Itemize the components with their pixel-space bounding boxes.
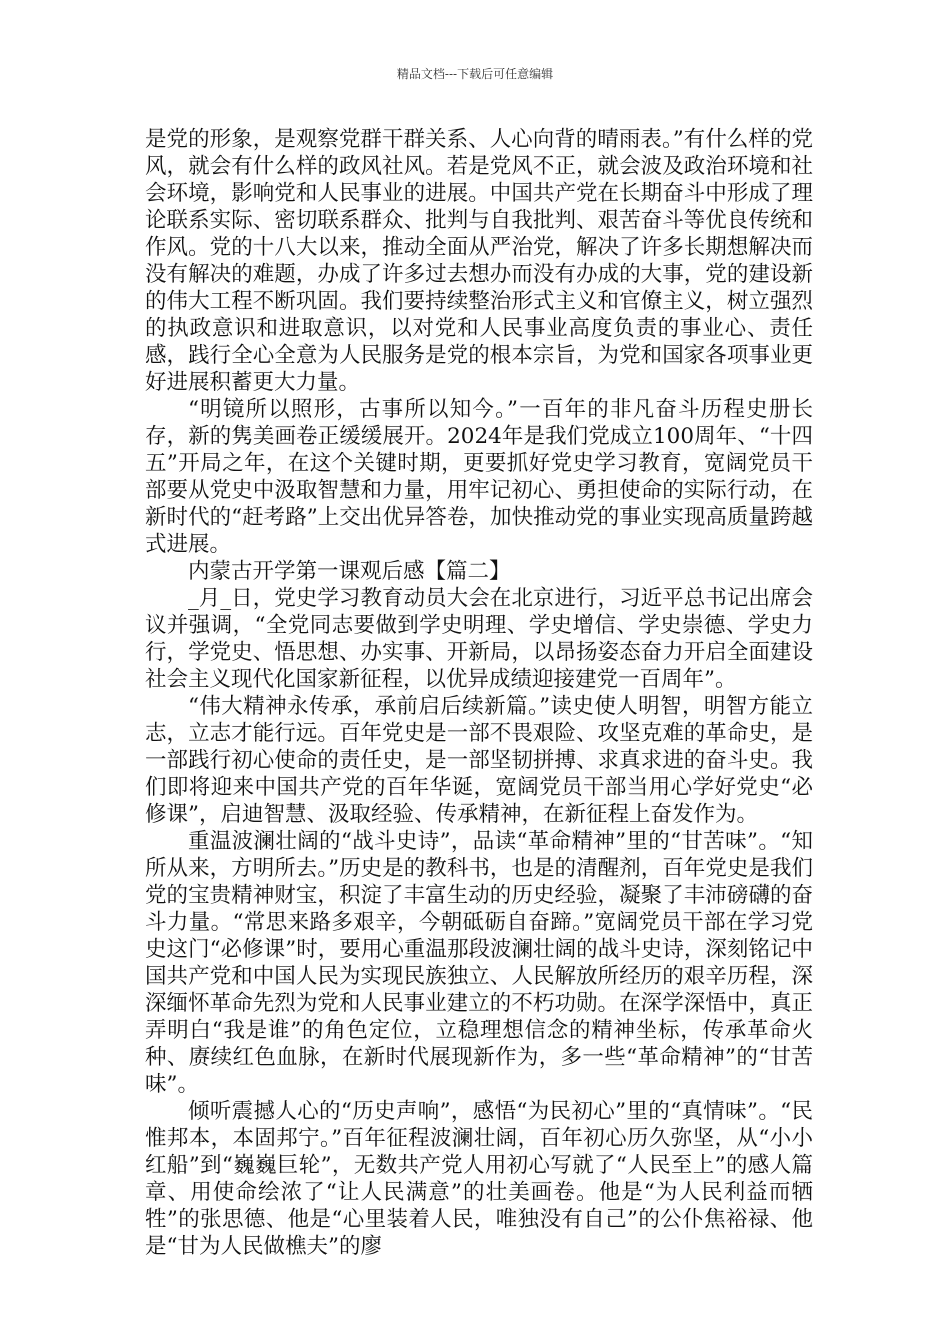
paragraph: 是党的形象，是观察党群干群关系、人心向背的晴雨表。”有什么样的党风，就会有什么样的政风社风。若是党风不正，就会波及政治环境和社会环境，影响党和人民事业的进展。中国共产党在长期奋斗中形成了理论联系实际、密切联系群众、批判与自我批判、艰苦奋斗等优良传统和作风。党的十八大以来，推动全面从严治党，解决了许多长期想解决而没有解决的难题，办成了许多过去想办而没有办成的大事，党的建设新的伟大工程不断巩固。我们要持续整治形式主义和官僚主义，树立强烈的执政意识和进取意识，以对党和人民事业高度负责的事业心、责任感，践行全心全意为人民服务是党的根本宗旨，为党和国家各项事业更好进展积蓄更大力量。 — [145, 127, 813, 395]
paragraph: _月_日，党史学习教育动员大会在北京进行，习近平总书记出席会议并强调，“全党同志要做到学史明理、学史增信、学史崇德、学史力行，学党史、悟思想、办实事、开新局，以昂扬姿态奋力开启全面建设社会主义现代化国家新征程，以优异成绩迎接建党一百周年”。 — [145, 586, 813, 692]
paragraph: 倾听震撼人心的“历史声响”，感悟“为民初心”里的“真情味”。“民惟邦本，本固邦宁。”百年征程波澜壮阔，百年初心历久弥坚，从“小小红船”到“巍巍巨轮”，无数共产党人用初心写就了“人民至上”的感人篇章、用使命绘浓了“让人民满意”的壮美画卷。他是“为人民利益而牺牲”的张思德、他是“心里装着人民，唯独没有自己”的公仆焦裕禄、他是“甘为人民做樵夫”的廖 — [145, 1099, 813, 1259]
document-body — [145, 126, 813, 1260]
paragraph: “伟大精神永传承，承前启后续新篇。”读史使人明智，明智方能立志，立志才能行远。百年党史是一部不畏艰险、攻坚克难的革命史，是一部践行初心使命的责任史，是一部坚韧拼搏、求真求进的奋斗史。我们即将迎来中国共产党的百年华诞，宽阔党员干部当用心学好党史“必修课”，启迪智慧、汲取经验、传承精神，在新征程上奋发作为。 — [145, 694, 813, 827]
paragraph: “明镜所以照形，古事所以知今。”一百年的非凡奋斗历程史册长存，新的隽美画卷正缓缓展开。2024年是我们党成立100周年、“十四五”开局之年，在这个关键时期，更要抓好党史学习教育，宽阔党员干部要从党史中汲取智慧和力量，用牢记初心、勇担使命的实际行动，在新时代的“赶考路”上交出优异答卷，加快推动党的事业实现高质量跨越式进展。 — [145, 397, 813, 557]
paragraph: 重温波澜壮阔的“战斗史诗”，品读“革命精神”里的“甘苦味”。“知所从来，方明所去。”历史是的教科书，也是的清醒剂，百年党史是我们党的宝贵精神财宝，积淀了丰富生动的历史经验，凝聚了丰沛磅礴的奋斗力量。“常思来路多艰辛，今朝砥砺自奋蹄。”宽阔党员干部在学习党史这门“必修课”时，要用心重温那段波澜壮阔的战斗史诗，深刻铭记中国共产党和中国人民为实现民族独立、人民解放所经历的艰辛历程，深深缅怀革命先烈为党和人民事业建立的不朽功勋。在深学深悟中，真正弄明白“我是谁”的角色定位，立稳理想信念的精神坐标，传承革命火种、赓续红色血脉，在新时代展现新作为，多一些“革命精神”的“甘苦味”。 — [145, 829, 813, 1097]
page-header: 精品文档---下载后可任意编辑 — [396, 67, 554, 81]
section-heading: 内蒙古开学第一课观后感【篇二】 — [188, 559, 511, 584]
